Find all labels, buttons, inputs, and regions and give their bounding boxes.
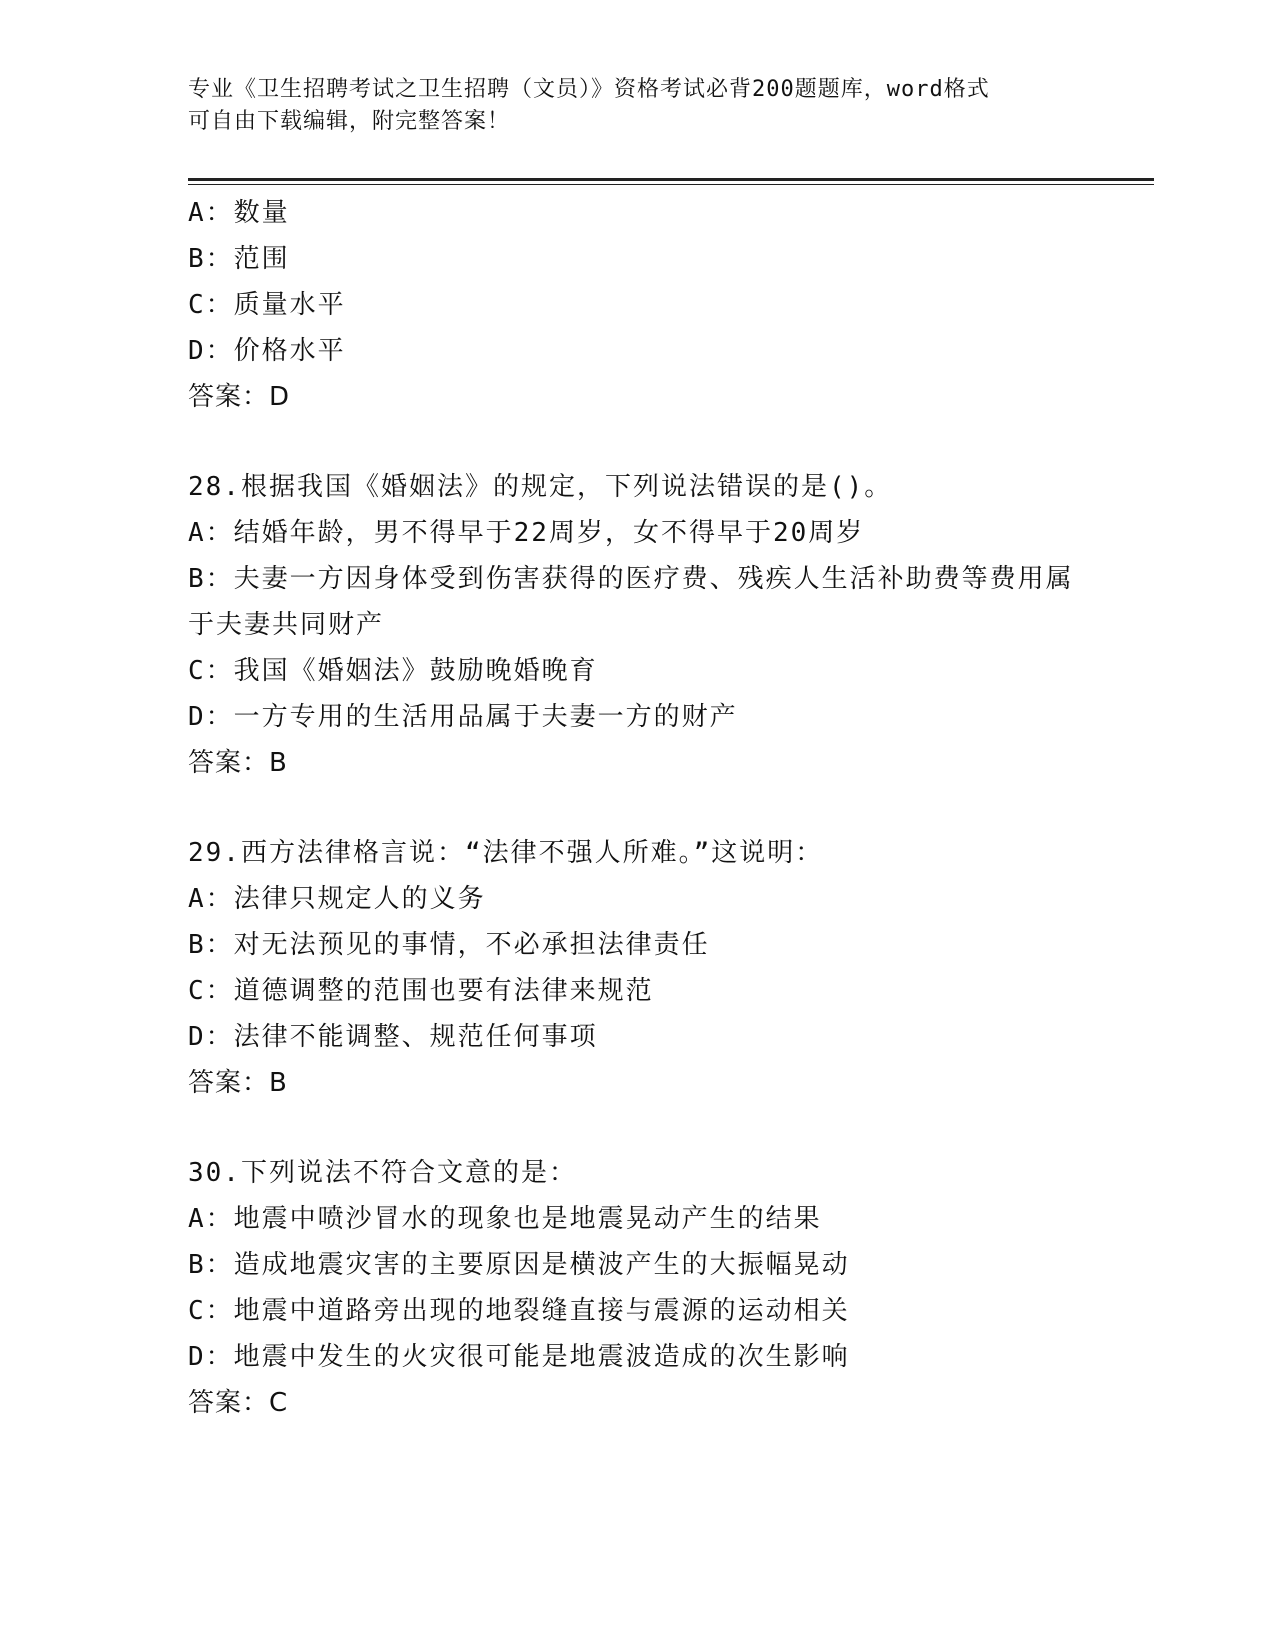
option-a: A：数量 [188, 198, 290, 228]
option-b: B：造成地震灾害的主要原因是横波产生的大振幅晃动 [188, 1250, 850, 1280]
answer: 答案：D [188, 382, 291, 412]
question-29 [188, 830, 1088, 1106]
option-c: C：我国《婚姻法》鼓励晚婚晚育 [188, 656, 598, 686]
question-stem: 30.下列说法不符合文意的是： [188, 1158, 577, 1188]
option-a: A：地震中喷沙冒水的现象也是地震晃动产生的结果 [188, 1204, 822, 1234]
question-30 [188, 1150, 1088, 1426]
document-header [188, 74, 1068, 138]
question-28 [188, 464, 1088, 786]
option-d: D：价格水平 [188, 336, 346, 366]
header-line-2: 可自由下载编辑，附完整答案！ [188, 109, 511, 134]
option-d: D：一方专用的生活用品属于夫妻一方的财产 [188, 702, 738, 732]
option-c: C：道德调整的范围也要有法律来规范 [188, 976, 654, 1006]
option-d: D：法律不能调整、规范任何事项 [188, 1022, 598, 1052]
question-27 [188, 190, 1088, 420]
question-stem: 29.西方法律格言说：“法律不强人所难。”这说明： [188, 838, 824, 868]
question-list [188, 190, 1088, 1470]
option-c: C：地震中道路旁出现的地裂缝直接与震源的运动相关 [188, 1296, 850, 1326]
header-divider [188, 178, 1154, 181]
header-line-1: 专业《卫生招聘考试之卫生招聘（文员）》资格考试必背200题题库，word格式 [188, 77, 990, 102]
option-d: D：地震中发生的火灾很可能是地震波造成的次生影响 [188, 1342, 850, 1372]
option-a: A：法律只规定人的义务 [188, 884, 486, 914]
option-b: B：夫妻一方因身体受到伤害获得的医疗费、残疾人生活补助费等费用属于夫妻共同财产 [188, 564, 1074, 640]
header-divider-thin [188, 184, 1154, 185]
option-b: B：对无法预见的事情，不必承担法律责任 [188, 930, 710, 960]
option-c: C：质量水平 [188, 290, 346, 320]
question-stem: 28.根据我国《婚姻法》的规定，下列说法错误的是()。 [188, 472, 893, 502]
answer: 答案：C [188, 1388, 289, 1418]
option-a: A：结婚年龄，男不得早于22周岁，女不得早于20周岁 [188, 518, 865, 548]
answer: 答案：B [188, 1068, 288, 1098]
answer: 答案：B [188, 748, 288, 778]
option-b: B：范围 [188, 244, 290, 274]
